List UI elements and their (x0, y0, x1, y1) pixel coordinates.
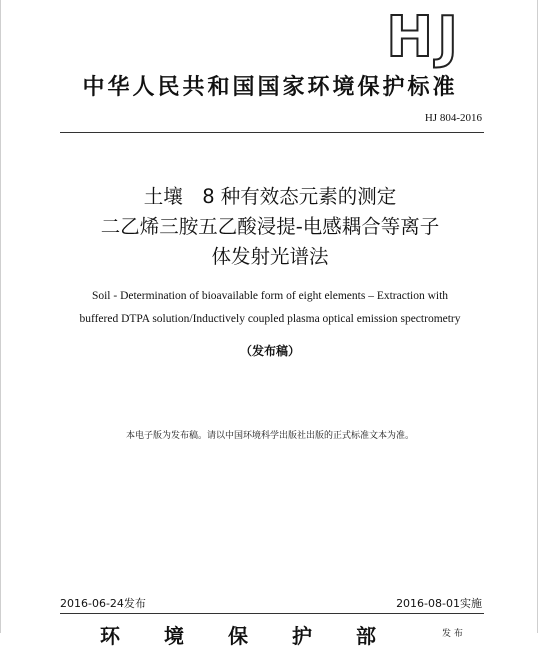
title-line-3: 体发射光谱法 (211, 245, 329, 268)
issuer-tag: 发 布 (442, 629, 463, 639)
release-status: （发布稿） (239, 344, 300, 358)
bottom-divider (60, 613, 484, 614)
english-title-line-2: buffered DTPA solution/Inductively coupled plasma optical emission spectrometry (79, 313, 461, 325)
document-title (0, 182, 540, 272)
title-line-2: 二乙烯三胺五乙酸浸提-电感耦合等离子 (100, 215, 440, 238)
title-line-1: 土壤 8 种有效态元素的测定 (143, 185, 397, 208)
issue-date: 2016-06-24发布 (60, 597, 146, 610)
english-title-line-1: Soil - Determination of bioavailable form of eight elements – Extraction with (91, 290, 449, 302)
standard-number: HJ 804-2016 (424, 112, 482, 124)
organization-name: 中华人民共和国国家环境保护标准 (82, 75, 458, 100)
implementation-date: 2016-08-01实施 (396, 597, 482, 610)
issuing-authority: 环境保护部 (100, 624, 420, 648)
edition-notice: 本电子版为发布稿。请以中国环境科学出版社出版的正式标准文本为准。 (125, 431, 414, 441)
hj-logo: HJ (386, 5, 462, 70)
english-title (0, 285, 540, 331)
top-divider (60, 132, 484, 133)
